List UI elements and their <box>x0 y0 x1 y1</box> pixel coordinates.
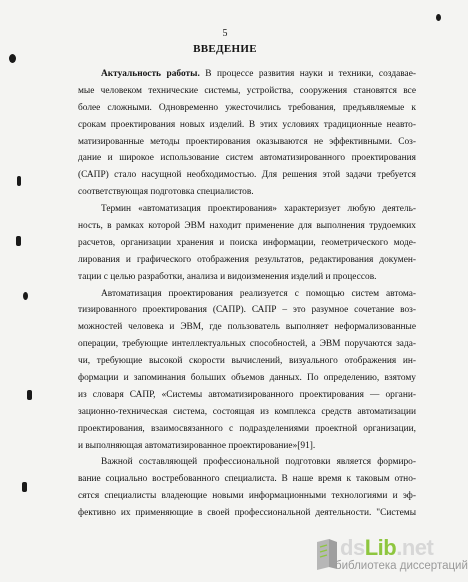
text-line <box>78 150 416 167</box>
line-text: расчетов, организации хранения и поиска информации, геометрического моде- <box>78 237 416 248</box>
line-text: сятся специалисты владеющие новыми информационными технологиями и эф- <box>78 491 416 502</box>
scan-mark <box>9 54 16 63</box>
text-line <box>78 83 416 100</box>
text-line <box>78 235 416 252</box>
line-text: формации и запоминания больших объемов данных. По определению, взятому <box>78 373 416 384</box>
line-text: чи, требующие высокой скорости вычислений, визуального отображения ин- <box>78 356 416 367</box>
line-text: В процессе развития науки и техники, создавае- <box>199 69 416 79</box>
body-text <box>78 66 416 522</box>
dslib-watermark <box>300 533 468 578</box>
line-text: более сложными. Одновременно ужесточились требования, предъявляемые к <box>78 102 416 113</box>
text-line <box>78 336 416 353</box>
text-line <box>78 117 416 134</box>
text-line <box>78 471 416 488</box>
scan-mark <box>23 292 28 300</box>
line-text: зационно-техническая система, состоящая из комплекса средств автоматизации <box>78 406 416 417</box>
line-text: (САПР) стало насущной необходимостью. Для решения этой задачи требуется <box>78 170 416 181</box>
line-text: тизированного проектирования (САПР). САПР – это разумное сочетание воз- <box>78 305 416 316</box>
text-line <box>78 66 416 83</box>
text-line <box>78 218 416 235</box>
text-line <box>78 286 416 303</box>
text-line <box>78 269 416 286</box>
text-line <box>78 134 416 151</box>
scan-mark <box>22 482 27 492</box>
scan-mark <box>16 236 21 246</box>
page-number: 5 <box>222 28 228 39</box>
text-line <box>78 370 416 387</box>
line-text: и выполняющая автоматизированное проектирование»[91]. <box>78 440 316 451</box>
text-line <box>78 421 416 438</box>
text-line <box>78 201 416 218</box>
text-line <box>78 438 416 455</box>
dslib-logo: dsLib.net <box>340 535 434 560</box>
section-title: ВВЕДЕНИЕ <box>193 43 257 55</box>
line-text: операции, требующие интеллектуальных способностей, а ЭВМ поручаются зада- <box>78 339 416 350</box>
text-line <box>78 353 416 370</box>
text-line <box>78 488 416 505</box>
text-line <box>78 252 416 269</box>
line-text: мые человеком технические системы, устройства, сооружения становятся все <box>78 85 416 96</box>
text-line <box>78 454 416 471</box>
text-line <box>78 404 416 421</box>
line-text: дание и широкое использование систем автоматизированного проектирования <box>78 153 416 164</box>
text-line <box>78 100 416 117</box>
text-line <box>78 167 416 184</box>
text-line <box>78 387 416 404</box>
scan-mark <box>27 390 32 400</box>
bold-lead: Актуальность работы. <box>101 69 200 79</box>
scan-mark <box>436 14 441 21</box>
scan-mark <box>17 176 21 186</box>
text-line <box>78 505 416 522</box>
line-text: срокам проектирования новых изделий. В этих условиях традиционные неавто- <box>78 119 416 130</box>
text-line <box>78 302 416 319</box>
text-line <box>78 319 416 336</box>
line-text: Важной составляющей профессиональной подготовки является формиро- <box>101 457 416 468</box>
line-text: Автоматизация проектирования реализуется с помощью систем автома- <box>101 288 416 299</box>
text-line <box>78 184 416 201</box>
line-text: можностей человека и ЭВМ, где пользователь выполняет неформализованные <box>78 322 416 333</box>
line-text: матизированные методы проектирования оказываются не эффективными. Соз- <box>78 136 416 147</box>
dslib-tagline: библиотека диссертаций <box>335 560 468 572</box>
line-text: из словаря САПР, «Системы автоматизированного проектирования — органи- <box>78 389 416 400</box>
line-text: соответствующая подготовка специалистов. <box>78 187 254 198</box>
line-text: ность, в рамках которой ЭВМ находит применение для выполнения трудоемких <box>78 221 416 232</box>
line-text: тации с целью разработки, анализа и видоизменения изделий и процессов. <box>78 271 377 282</box>
line-text: Термин «автоматизация проектирования» характеризует любую деятель- <box>101 204 416 215</box>
line-text: фективно их применяющие в своей профессиональной деятельности. "Системы <box>78 508 416 519</box>
line-text: вание социально востребованного специалиста. В наше время к таковым отно- <box>78 474 416 485</box>
line-text: проектирования, взаимосвязанного с подразделениями проектной организации, <box>78 423 416 434</box>
line-text: лирования и графического отображения результатов, редактирования докумен- <box>78 254 416 265</box>
